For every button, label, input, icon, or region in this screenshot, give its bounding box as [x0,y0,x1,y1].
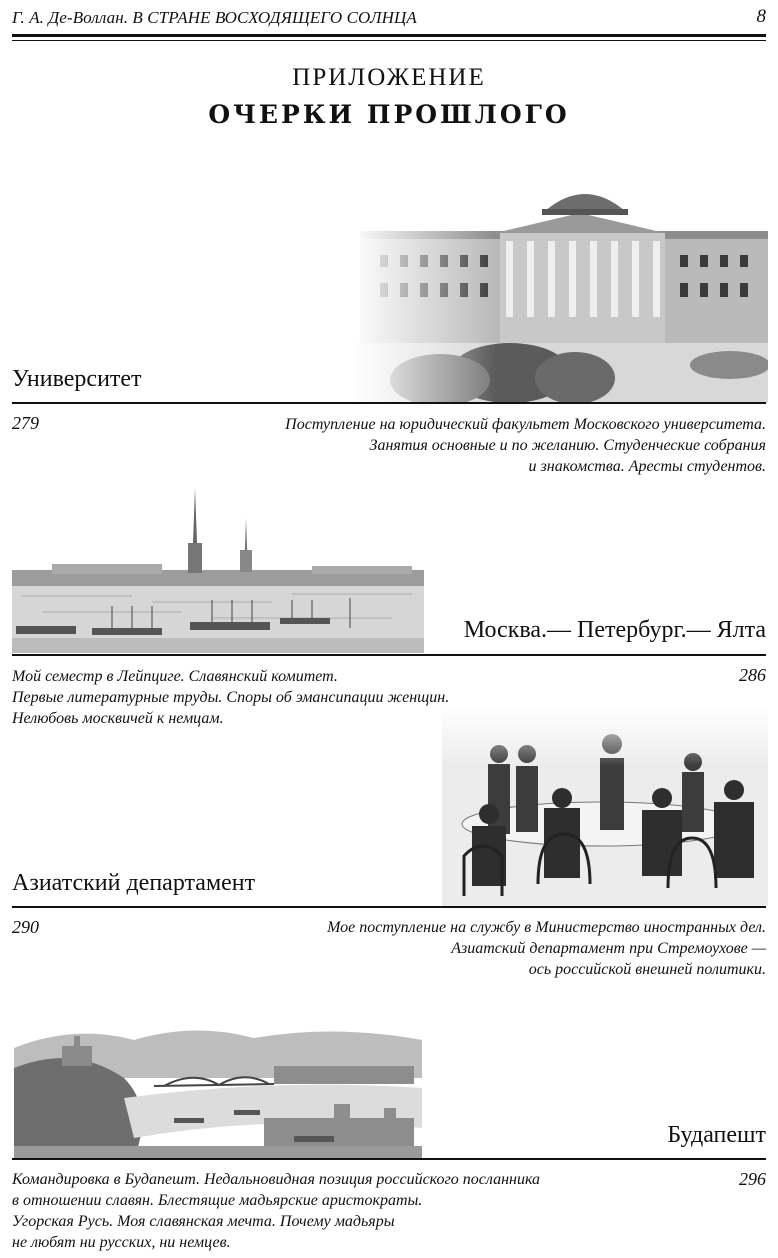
running-head [12,6,766,30]
section-rule-moscow [12,654,766,656]
section-page-university: 279 [12,413,39,433]
section-title-university: Университет [12,366,142,392]
desc-line: и знакомства. Аресты студентов. [528,458,766,475]
budapest-engraving [14,1018,422,1158]
university-engraving [350,175,768,403]
desc-line: Поступление на юридический факультет Московского университета. [285,416,766,433]
desc-line: Мой семестр в Лейпциге. Славянский комитет. [12,668,338,685]
header-rule-thin [12,40,766,41]
desc-line: не любят ни русских, ни немцев. [12,1234,231,1251]
section-title-budapest: Будапешт [667,1122,766,1148]
section-rule-asiatic [12,906,766,908]
section-title-asiatic: Азиатский департамент [12,870,256,896]
desc-line: Мое поступление на службу в Министерство иностранных дел. [327,919,766,936]
section-desc-asiatic [327,917,766,980]
petersburg-engraving [12,488,424,653]
meeting-engraving [442,706,768,906]
section-rule-budapest [12,1158,766,1160]
desc-line: Нелюбовь москвичей к немцам. [12,710,224,727]
appendix-title: ОЧЕРКИ ПРОШЛОГО [208,100,570,129]
section-page-budapest: 296 [739,1169,766,1189]
section-title-moscow: Москва.— Петербург.— Ялта [463,617,766,643]
desc-line: Азиатский департамент при Стремоухове — [451,940,766,957]
appendix-kicker: ПРИЛОЖЕНИЕ [292,64,486,91]
desc-line: Командировка в Будапешт. Недальновидная позиция российского посланника [12,1171,541,1188]
section-desc-budapest [12,1169,540,1253]
page-number: 8 [756,6,766,27]
running-title: Г. А. Де-Воллан. В СТРАНЕ ВОСХОДЯЩЕГО СОЛНЦА [12,8,417,27]
desc-line: ось российской внешней политики. [528,961,766,978]
desc-line: в отношении славян. Блестящие мадьярские аристократы. [12,1192,423,1209]
desc-line: Угорская Русь. Моя славянская мечта. Почему мадьяры [12,1213,395,1230]
desc-line: Занятия основные и по желанию. Студенческие собрания [369,437,766,454]
section-page-moscow: 286 [739,665,766,685]
section-page-asiatic: 290 [12,917,39,937]
section-rule-university [12,402,766,404]
desc-line: Первые литературные труды. Споры об эмансипации женщин. [12,689,450,706]
section-desc-university [285,414,766,477]
section-desc-moscow [12,666,449,729]
header-rule-thick [12,34,766,37]
